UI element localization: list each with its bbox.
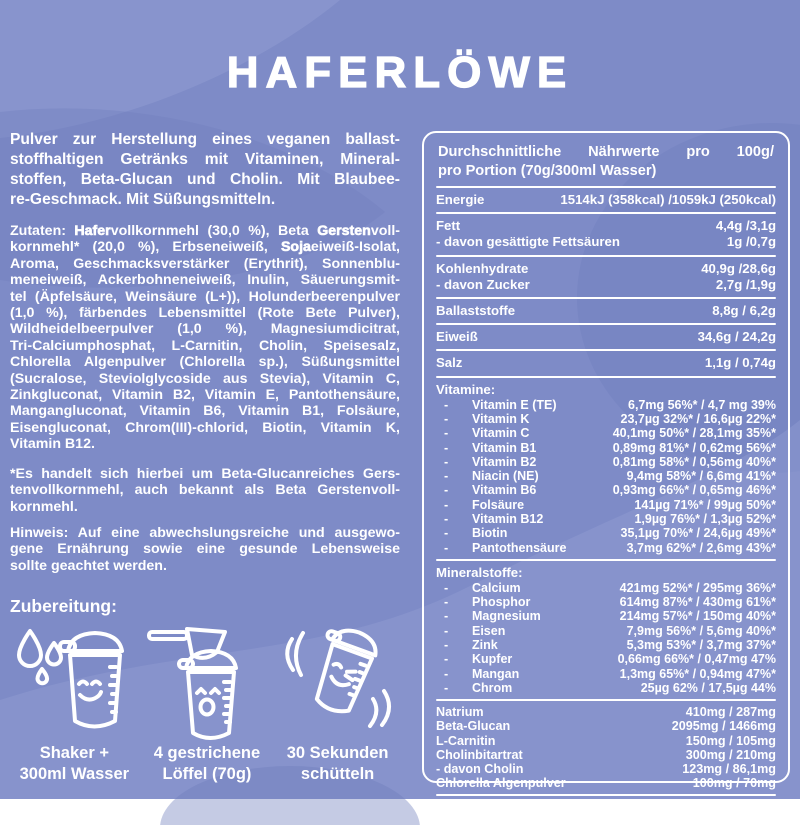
list-dash: - xyxy=(444,497,449,512)
table-row xyxy=(436,705,776,719)
text-line: Pulver zur Herstellung eines veganen ballast- xyxy=(10,131,400,148)
list-dash: - xyxy=(444,411,449,426)
table-row xyxy=(436,218,776,234)
row-label: Kohlenhydrate xyxy=(436,260,529,276)
text-line xyxy=(10,387,400,403)
text-segment: (1,0 %), färbendes Lebensmittel (Rote Bete Pulver), xyxy=(10,305,400,322)
table-row xyxy=(436,303,776,319)
table-row xyxy=(436,526,776,540)
text-line: sollte geachtet werden. xyxy=(10,557,167,574)
list-dash: - xyxy=(444,440,449,455)
table-row xyxy=(436,762,776,776)
preparation-heading: Zubereitung: xyxy=(10,596,117,617)
table-group xyxy=(436,216,776,252)
row-value: 6,7mg 56%* / 4,7 mg 39% xyxy=(628,397,776,412)
list-dash: - xyxy=(444,540,449,555)
nutrition-table-footnote: *% der Nährstoffbezugswerte nach Verordnung (EU) Nr. 1169/2011 xyxy=(454,801,758,825)
table-group xyxy=(436,190,776,210)
text-line xyxy=(10,305,400,321)
row-label: Vitamin B2 xyxy=(472,454,537,469)
table-row xyxy=(436,234,776,250)
row-label: Vitamin B12 xyxy=(472,512,544,526)
list-dash: - xyxy=(444,454,449,469)
step-caption xyxy=(20,743,129,785)
text-line: stoffhaltigen Getränks mit Vitaminen, Mineral- xyxy=(10,151,400,168)
row-label: Natrium xyxy=(436,705,484,720)
ingredients-footnote xyxy=(10,466,400,515)
text-line xyxy=(10,256,400,272)
text-line: Shaker + xyxy=(39,744,109,763)
list-dash: - xyxy=(444,595,449,610)
page-title: HAFERLÖWE xyxy=(226,48,574,97)
table-row xyxy=(436,277,776,293)
bold-ingredient: Gersten xyxy=(317,223,371,239)
list-dash: - xyxy=(444,526,449,541)
table-divider xyxy=(436,323,776,325)
text-line: Durchschnittliche Nährwerte pro 100g/ xyxy=(438,144,774,160)
table-row xyxy=(436,719,776,733)
row-value: 7,9mg 56%* / 5,6mg 40%* xyxy=(626,623,776,638)
list-dash: - xyxy=(444,397,449,412)
row-value: 1514kJ (358kcal) /1059kJ (250kcal) xyxy=(560,192,776,207)
text-line: *Es handelt sich hierbei um Beta-Glucanreiches Gers- xyxy=(10,465,400,482)
row-value: 4,4g /3,1g xyxy=(715,218,776,234)
text-segment: Vitamin B12. xyxy=(10,436,95,453)
text-line xyxy=(10,354,400,370)
table-row xyxy=(436,541,776,555)
shake-shaker-icon xyxy=(278,623,398,735)
row-value: 23,7µg 32%* / 16,6µg 22%* xyxy=(620,411,776,426)
table-divider xyxy=(436,376,776,378)
row-value: 2,7g /1,9g xyxy=(715,276,776,292)
text-segment: Aroma, Geschmacksverstärker (Erythrit), Sonnenblu- xyxy=(10,255,400,272)
text-line xyxy=(10,338,400,354)
preparation-step xyxy=(275,623,400,785)
row-value: 3,7mg 62%* / 2,6mg 43%* xyxy=(626,540,776,555)
table-row xyxy=(436,776,776,790)
list-dash: - xyxy=(444,580,449,595)
table-row xyxy=(436,441,776,455)
row-value: 141µg 71%* / 99µg 50%* xyxy=(634,497,776,512)
row-label: Vitamin B1 xyxy=(472,440,537,455)
text-line: 30 Sekunden xyxy=(286,744,389,763)
table-row xyxy=(436,581,776,595)
text-segment: vollkornmehl (30,0 %), Beta xyxy=(110,223,318,239)
row-value: 25µg 62% / 17,5µg 44% xyxy=(640,680,776,695)
list-dash: - xyxy=(444,426,449,441)
table-row xyxy=(436,595,776,609)
table-divider xyxy=(436,699,776,701)
row-label: Fett xyxy=(436,218,461,234)
text-segment: tel (Äpfelsäure, Weinsäure (L+)), Holunderbeerenpulver xyxy=(10,288,400,305)
row-value: 1,1g / 0,74g xyxy=(704,355,776,371)
text-segment: meneiweiß, Ackerbohneneiweiß, Inulin, Säuerungsmit- xyxy=(10,272,400,289)
table-row xyxy=(436,329,776,345)
list-dash: - xyxy=(444,623,449,638)
text-line xyxy=(10,321,400,337)
row-value: 1,9µg 76%* / 1,3µg 52%* xyxy=(634,512,776,526)
row-label: Vitamin B6 xyxy=(472,483,537,498)
row-label: L-Carnitin xyxy=(436,733,496,748)
bold-ingredient: Soja xyxy=(280,239,311,256)
table-row xyxy=(436,426,776,440)
table-row xyxy=(436,455,776,469)
row-value: 0,81mg 58%* / 0,56mg 40%* xyxy=(612,454,776,469)
row-value: 614mg 87%* / 430mg 61%* xyxy=(619,595,776,610)
table-row xyxy=(436,355,776,371)
row-value: 0,66mg 66%* / 0,47mg 47% xyxy=(617,652,776,667)
row-label: Cholinbitartrat xyxy=(436,747,523,762)
table-divider xyxy=(436,212,776,214)
table-row xyxy=(436,652,776,666)
row-label: Chlorella Algenpulver xyxy=(436,776,566,791)
row-value: 100mg / 70mg xyxy=(692,776,776,791)
text-line xyxy=(10,239,400,255)
row-label: Eisen xyxy=(472,623,506,638)
row-value: 150mg / 105mg xyxy=(685,733,776,748)
nutrition-table-header xyxy=(436,140,776,184)
text-segment: Eisengluconat, Chrom(III)-chlorid, Biotin, Vitamin K, xyxy=(10,419,400,436)
table-row xyxy=(436,624,776,638)
row-value: 40,1mg 50%* / 28,1mg 35%* xyxy=(612,426,776,441)
table-row xyxy=(436,609,776,623)
preparation-steps xyxy=(10,623,400,785)
table-divider xyxy=(436,297,776,299)
list-dash: - xyxy=(444,512,449,526)
text-line: Hinweis: Auf eine abwechslungsreiche und ausgewo- xyxy=(10,524,400,541)
table-row xyxy=(436,261,776,277)
row-label: Vitamin C xyxy=(472,426,530,441)
row-value: 40,9g /28,6g xyxy=(701,260,776,276)
table-row xyxy=(436,483,776,497)
row-label: Pantothensäure xyxy=(472,540,567,555)
text-segment: Mangangluconat, Vitamin B6, Vitamin B1, Folsäure, xyxy=(10,403,400,420)
water-drops-shaker-icon xyxy=(12,627,136,735)
row-label: Kupfer xyxy=(472,652,513,667)
row-value: 5,3mg 53%* / 3,7mg 37%* xyxy=(626,638,776,653)
text-line xyxy=(10,436,400,452)
row-value: 8,8g / 6,2g xyxy=(712,303,776,319)
table-row xyxy=(436,667,776,681)
preparation-step xyxy=(10,627,139,785)
ingredients-paragraph xyxy=(10,223,400,453)
row-value: 9,4mg 58%* / 6,6mg 41%* xyxy=(626,469,776,484)
row-value: 421mg 52%* / 295mg 36%* xyxy=(619,580,776,595)
row-label: Eiweiß xyxy=(436,329,478,345)
row-label: Beta-Glucan xyxy=(436,719,511,734)
text-line: tenvollkornmehl, auch bekannt als Beta Gerstenvoll- xyxy=(10,482,400,499)
row-label: Phosphor xyxy=(472,595,531,610)
text-line xyxy=(10,420,400,436)
row-value: 1g /0,7g xyxy=(726,234,776,250)
text-line: Löffel (70g) xyxy=(162,765,252,784)
list-dash: - xyxy=(444,652,449,667)
text-line xyxy=(10,403,400,419)
row-label: Vitamin E (TE) xyxy=(472,397,557,412)
text-line: 300ml Wasser xyxy=(19,765,130,784)
table-group xyxy=(436,563,776,697)
row-label: Biotin xyxy=(472,526,508,541)
row-value: 410mg / 287mg xyxy=(685,705,776,720)
text-line xyxy=(10,371,400,387)
text-line: pro Portion (70g/300ml Wasser) xyxy=(438,162,657,179)
text-segment: (Sucralose, Steviolglycoside aus Stevia), Vitamin C, xyxy=(10,370,400,387)
text-segment: voll- xyxy=(370,223,400,239)
row-value: 300mg / 210mg xyxy=(685,747,776,762)
row-label: Folsäure xyxy=(472,497,525,512)
table-divider xyxy=(436,559,776,561)
table-row xyxy=(436,734,776,748)
list-dash: - xyxy=(444,469,449,484)
row-label: Vitamin K xyxy=(472,411,530,426)
table-row xyxy=(436,512,776,526)
row-value: 0,89mg 81%* / 0,62mg 56%* xyxy=(612,440,776,455)
text-line: gene Ernährung sowie eine gesunde Lebensweise xyxy=(10,541,400,558)
text-line: stoffen, Beta-Glucan und Cholin. Mit Blaubee- xyxy=(10,171,400,188)
table-divider xyxy=(436,349,776,351)
table-group xyxy=(436,380,776,557)
text-segment: Chlorella Algenpulver (Chlorella sp.), Süßungsmittel xyxy=(10,354,400,371)
text-segment: kornmehl* (20,0 %), Erbseneiweiß, xyxy=(10,239,281,256)
list-dash: - xyxy=(444,638,449,653)
text-segment: Wildheidelbeerpulver (1,0 %), Magnesiumdicitrat, xyxy=(10,321,400,338)
table-section-label: Vitamine: xyxy=(436,381,496,397)
row-label: Zink xyxy=(472,638,498,653)
text-line xyxy=(10,272,400,288)
text-segment: Tri-Calciumphosphat, L-Carnitin, Cholin, Speisesalz, xyxy=(10,337,400,354)
row-label: Ballaststoffe xyxy=(436,303,516,319)
row-value: 2095mg / 1466mg xyxy=(671,719,776,734)
table-group xyxy=(436,259,776,295)
row-label: Energie xyxy=(436,192,485,207)
text-line: 4 gestrichene xyxy=(153,744,261,763)
row-label: Chrom xyxy=(472,680,513,695)
left-column xyxy=(10,130,400,785)
list-dash: - xyxy=(444,666,449,681)
table-group xyxy=(436,327,776,347)
bold-ingredient: Hafer xyxy=(74,223,111,239)
table-divider xyxy=(436,255,776,257)
hinweis-paragraph xyxy=(10,525,400,574)
row-value: 214mg 57%* / 150mg 40%* xyxy=(619,609,776,624)
table-group xyxy=(436,353,776,373)
intro-paragraph xyxy=(10,130,400,210)
text-line: re-Geschmack. Mit Süßungsmitteln. xyxy=(10,191,276,208)
list-dash: - xyxy=(444,609,449,624)
text-line xyxy=(10,223,400,239)
preparation-step xyxy=(139,623,276,785)
step-caption xyxy=(154,743,260,785)
table-row xyxy=(436,638,776,652)
row-value: 0,93mg 66%* / 0,65mg 46%* xyxy=(612,483,776,498)
row-value: 35,1µg 70%* / 24,6µg 49%* xyxy=(620,526,776,541)
scoop-shaker-icon xyxy=(145,623,269,735)
row-label: - davon gesättigte Fettsäuren xyxy=(436,234,620,250)
row-label: Niacin (NE) xyxy=(472,469,539,484)
nutrition-table xyxy=(422,131,790,825)
text-line: schütteln xyxy=(300,765,375,784)
row-value: 34,6g / 24,2g xyxy=(697,329,776,345)
table-row xyxy=(436,681,776,695)
row-label: Mangan xyxy=(472,666,520,681)
row-label: Calcium xyxy=(472,580,521,595)
row-label: - davon Zucker xyxy=(436,276,530,292)
table-group xyxy=(436,703,776,792)
list-dash: - xyxy=(444,483,449,498)
table-row xyxy=(436,469,776,483)
list-dash: - xyxy=(444,680,449,695)
text-segment: Zinkgluconat, Vitamin B2, Vitamin E, Pantothensäure, xyxy=(10,387,400,404)
table-row xyxy=(436,192,776,208)
table-section-label: Mineralstoffe: xyxy=(436,564,523,580)
text-line: kornmehl. xyxy=(10,498,78,515)
step-caption xyxy=(287,743,389,785)
row-label: Salz xyxy=(436,355,463,371)
text-segment: Zutaten: xyxy=(10,223,75,239)
table-divider xyxy=(436,186,776,188)
table-group xyxy=(436,301,776,321)
row-label: - davon Cholin xyxy=(436,762,524,777)
row-value: 1,3mg 65%* / 0,94mg 47%* xyxy=(619,666,776,681)
text-segment: eiweiß-Isolat, xyxy=(310,239,400,256)
row-value: 123mg / 86,1mg xyxy=(682,762,776,777)
text-line xyxy=(10,289,400,305)
table-row xyxy=(436,748,776,762)
row-label: Magnesium xyxy=(472,609,541,624)
table-row xyxy=(436,498,776,512)
table-row xyxy=(436,412,776,426)
table-row xyxy=(436,398,776,412)
